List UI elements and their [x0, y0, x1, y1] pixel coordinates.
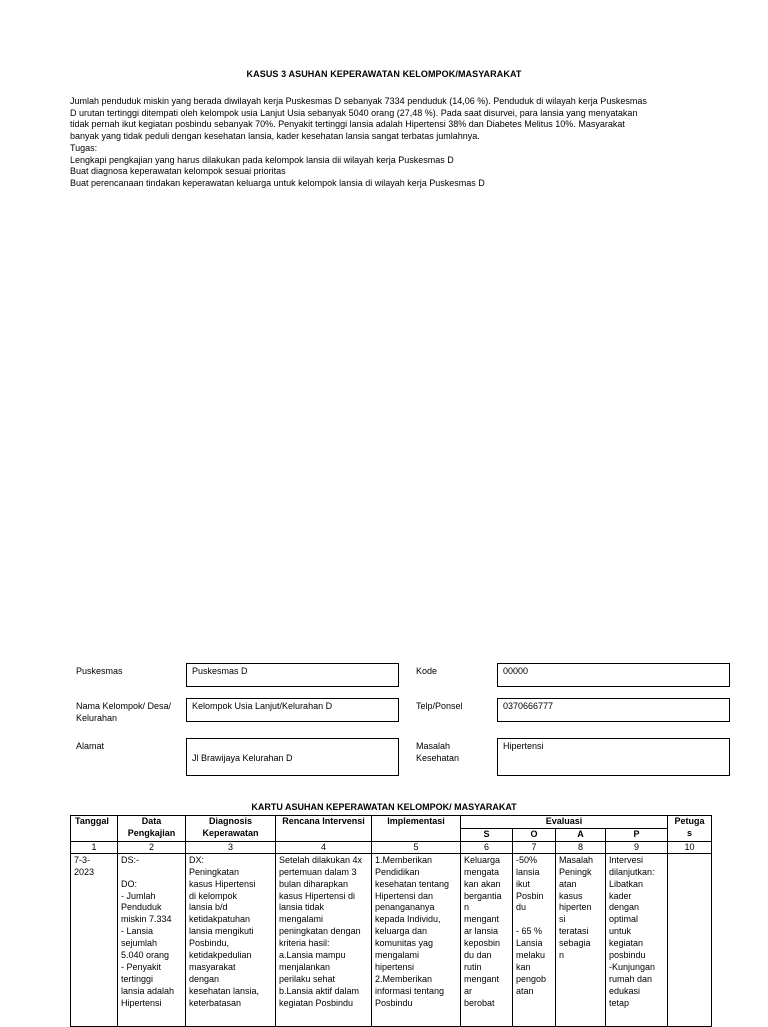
cell-evaluasi-o: -50% lansia ikut Posbin du - 65 % Lansia melaku kan pengob atan: [513, 853, 556, 1026]
header-o: O: [513, 828, 556, 841]
column-number: 2: [118, 841, 186, 853]
header-implementasi: Implementasi: [372, 816, 461, 842]
column-number: 10: [668, 841, 712, 853]
case-line: D urutan tertinggi ditempati oleh kelompok usia Lanjut Usia sebanyak 5040 orang (27,48 %). Pada saat disurvei, para lansia yang menyatakan: [70, 107, 638, 118]
kode-label: Kode: [416, 666, 438, 676]
case-line: Buat perencanaan tindakan keperawatan keluarga untuk kelompok lansia di wilayah kerja Puskesmas D: [70, 177, 485, 188]
puskesmas-label: Puskesmas: [76, 666, 123, 676]
column-number: 9: [606, 841, 668, 853]
case-line: Buat diagnosa keperawatan kelompok sesuai prioritas: [70, 166, 286, 177]
cell-petugas: [668, 853, 712, 1026]
cell-evaluasi-p: Intervesi dilanjutkan: Libatkan kader dengan optimal untuk kegiatan posbindu -Kunjungan rumah dan edukasi tetap: [606, 853, 668, 1026]
alamat-field: Jl Brawijaya Kelurahan D: [186, 738, 399, 776]
header-s: S: [461, 828, 513, 841]
header-rencana: Rencana Intervensi: [276, 816, 372, 842]
case-line: Lengkapi pengkajian yang harus dilakukan pada kelompok lansia dii wilayah kerja Puskesmas D: [70, 154, 454, 165]
case-line: Tugas:: [70, 142, 98, 153]
header-p: P: [606, 828, 668, 841]
cell-rencana: Setelah dilakukan 4x pertemuan dalam 3 bulan diharapkan kasus Hipertensi di lansia tidak mengalami peningkatan dengan kriteria hasil: a.Lansia mampu menjalankan perilaku sehat b.Lansia aktif dalam kegiatan Posbindu: [276, 853, 372, 1026]
column-number: 8: [556, 841, 606, 853]
column-number: 5: [372, 841, 461, 853]
puskesmas-field: Puskesmas D: [186, 663, 399, 687]
header-evaluasi: Evaluasi: [461, 816, 668, 829]
case-line: tidak pernah ikut kegiatan posbindu sebanyak 70%. Penyakit tertinggi lansia adalah Hipertensi 38% dan Diabetes Melitus 10%. Masyarakat: [70, 119, 625, 130]
cell-diagnosis: DX: Peningkatan kasus Hipertensi di kelompok lansia b/d ketidakpatuhan lansia mengikuti Posbindu, ketidakpedulian masyarakat dengan kesehatan lansia, keterbatasan: [186, 853, 276, 1026]
table-row: [71, 853, 712, 1026]
telp-label: Telp/Ponsel: [416, 701, 463, 711]
header-tanggal: Tanggal: [71, 816, 118, 842]
header-diagnosis: Diagnosis Keperawatan: [186, 816, 276, 842]
column-number: 7: [513, 841, 556, 853]
column-number: 4: [276, 841, 372, 853]
column-number: 1: [71, 841, 118, 853]
kelompok-field: Kelompok Usia Lanjut/Kelurahan D: [186, 698, 399, 722]
telp-field: 0370666777: [497, 698, 730, 722]
column-number: 3: [186, 841, 276, 853]
alamat-label: Alamat: [76, 741, 105, 751]
column-number: 6: [461, 841, 513, 853]
document-title: KASUS 3 ASUHAN KEPERAWATAN KELOMPOK/MASYARAKAT: [246, 69, 522, 79]
care-card-table: [70, 815, 712, 1027]
cell-data-pengkajian: DS:- DO: - Jumlah Penduduk miskin 7.334 - Lansia sejumlah 5.040 orang - Penyakit tertinggi lansia adalah Hipertensi: [118, 853, 186, 1026]
masalah-label: Masalah Kesehatan: [416, 741, 460, 763]
case-description: [70, 96, 730, 190]
cell-implementasi: 1.Memberikan Pendidikan kesehatan tentang Hipertensi dan penangananya kepada Individu, keluarga dan komunitas yag mengalami hipertensi 2.Memberikan informasi tentang Posbindu: [372, 853, 461, 1026]
cell-evaluasi-a: Masalah Peningk atan kasus hiperten si teratasi sebagia n: [556, 853, 606, 1026]
cell-tanggal: 7-3- 2023: [71, 853, 118, 1026]
case-line: banyak yang tidak peduli dengan kesehatan lansia, kader kesehatan lansia sangat terbatas jumlahnya.: [70, 131, 480, 142]
case-line: Jumlah penduduk miskin yang berada diwilayah kerja Puskesmas D sebanyak 7334 penduduk (14,06 %). Penduduk di wilayah kerja Puskesmas: [70, 96, 647, 106]
masalah-field: Hipertensi: [497, 738, 730, 776]
header-petugas: Petuga s: [668, 816, 712, 842]
header-data-pengkajian: Data Pengkajian: [118, 816, 186, 842]
cell-evaluasi-s: Keluarga mengata kan akan bergantia n mengant ar lansia keposbin du dan rutin mengant ar berobat: [461, 853, 513, 1026]
card-title: KARTU ASUHAN KEPERAWATAN KELOMPOK/ MASYARAKAT: [251, 802, 517, 812]
kelompok-label: Nama Kelompok/ Desa/ Kelurahan: [76, 701, 172, 723]
kode-field: 00000: [497, 663, 730, 687]
header-a: A: [556, 828, 606, 841]
